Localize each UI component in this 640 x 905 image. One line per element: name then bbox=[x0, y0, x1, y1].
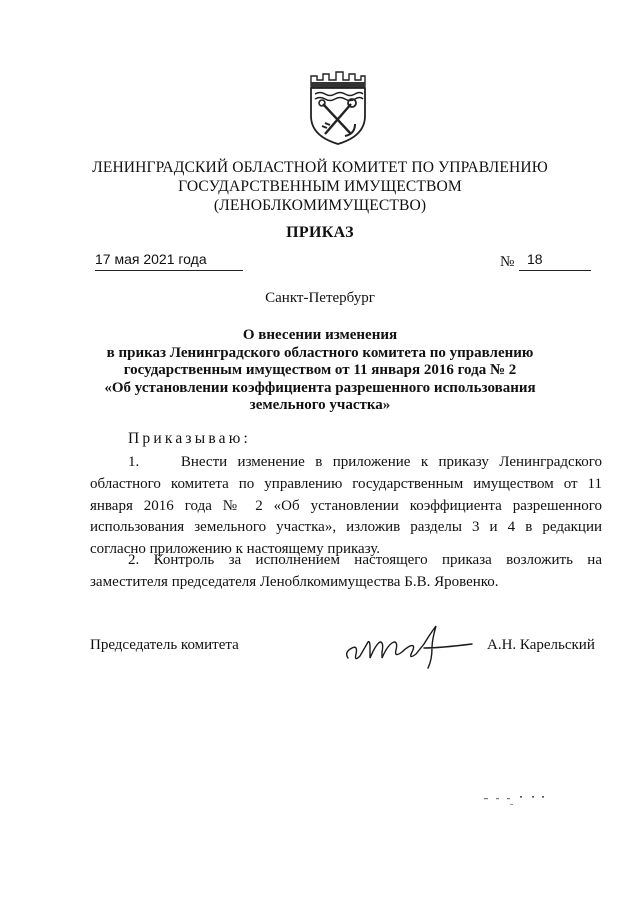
document-number: 18 bbox=[519, 249, 591, 271]
org-line-1: ЛЕНИНГРАДСКИЙ ОБЛАСТНОЙ КОМИТЕТ ПО УПРАВЛЕНИЮ bbox=[92, 159, 548, 176]
signature-icon bbox=[340, 618, 480, 674]
order-item-1-number: 1. bbox=[128, 454, 140, 470]
order-item-2-text: 2. Контроль за исполнением настоящего приказа возложить на заместителя председателя Леноблкомимущества Б.В. Яровенко. bbox=[90, 552, 602, 590]
order-item-1-text: Внести изменение в приложение к приказу Ленинградского областного комитета по управлению государственным имуществом от 11 января 2016 года № 2 «Об установлении коэффициента разрешенного использования земельного участка», изложив разделы 3 и 4 в редакции согласно приложению к настоящему приказу. bbox=[90, 454, 602, 558]
signer-position: Председатель комитета bbox=[90, 637, 239, 653]
order-word: Приказываю: bbox=[128, 430, 252, 447]
number-label: № bbox=[500, 254, 515, 270]
order-item-2 bbox=[90, 550, 602, 594]
org-line-2: ГОСУДАРСТВЕННЫМ ИМУЩЕСТВОМ bbox=[178, 178, 462, 195]
signer-name: А.Н. Карельский bbox=[487, 637, 595, 653]
organization-name bbox=[60, 158, 580, 215]
subject-line-3: государственным имуществом от 11 января 2016 года № 2 bbox=[123, 362, 517, 378]
subject-line-1: О внесении изменения bbox=[242, 327, 398, 343]
document-type: ПРИКАЗ bbox=[286, 224, 354, 241]
order-item-1 bbox=[90, 452, 602, 561]
document-city: Санкт-Петербург bbox=[265, 290, 375, 306]
subject-line-4: «Об установлении коэффициента разрешенного использования bbox=[104, 379, 536, 396]
document-date: 17 мая 2021 года bbox=[95, 249, 243, 271]
coat-of-arms-icon bbox=[305, 68, 367, 146]
subject-line-2: в приказ Ленинградского областного комитета по управлению bbox=[106, 344, 534, 361]
scan-artifact bbox=[480, 790, 550, 810]
document-subject bbox=[60, 327, 580, 415]
org-line-3: (ЛЕНОБЛКОМИМУЩЕСТВО) bbox=[213, 197, 427, 214]
subject-line-5: земельного участка» bbox=[249, 397, 391, 413]
